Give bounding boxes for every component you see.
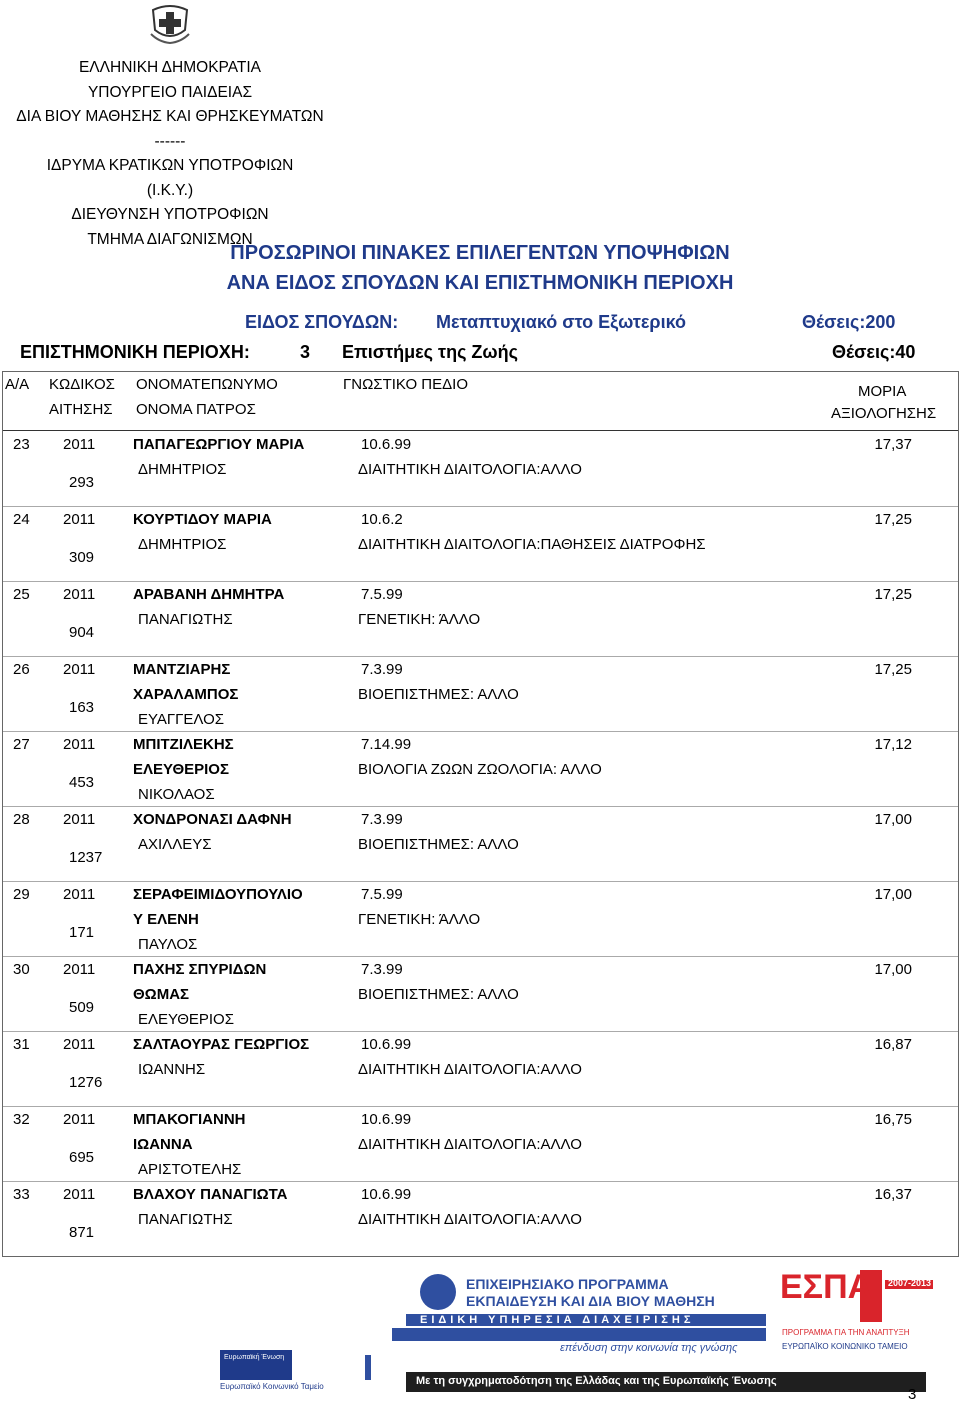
header-line: ΤΜΗΜΑ ΔΙΑΓΩΝΙΣΜΩΝ (87, 230, 253, 248)
row-field-name: ΔΙΑΙΤΗΤΙΚΗ ΔΙΑΙΤΟΛΟΓΙΑ:ΠΑΘΗΣΕΙΣ ΔΙΑΤΡΟΦΗΣ (358, 536, 706, 553)
row-aa: 23 (13, 436, 30, 453)
row-aa: 29 (13, 886, 30, 903)
table-row (3, 807, 958, 882)
espa-logo: ΕΣΠΑ (780, 1268, 873, 1306)
row-score: 16,37 (874, 1186, 912, 1203)
row-father: ΑΡΙΣΤΟΤΕΛΗΣ (138, 1161, 242, 1178)
row-name: ΙΩΑΝΝΑ (133, 1136, 193, 1153)
row-name: ΑΡΑΒΑΝΗ ΔΗΜΗΤΡΑ (133, 586, 285, 603)
row-field-code: 7.5.99 (361, 886, 403, 903)
row-code: 171 (69, 924, 95, 941)
col-father: ΟΝΟΜΑ ΠΑΤΡΟΣ (136, 401, 256, 418)
banner-line3: ΕΙΔΙΚΗ ΥΠΗΡΕΣΙΑ ΔΙΑΧΕΙΡΙΣΗΣ (420, 1314, 695, 1326)
row-year: 2011 (63, 736, 96, 753)
row-field-name: ΔΙΑΙΤΗΤΙΚΗ ΔΙΑΙΤΟΛΟΓΙΑ:ΑΛΛΟ (358, 1136, 582, 1153)
table-row (3, 882, 958, 957)
table-row (3, 957, 958, 1032)
row-field-code: 10.6.99 (361, 1111, 412, 1128)
row-field-code: 7.5.99 (361, 586, 403, 603)
row-year: 2011 (63, 961, 96, 978)
row-field-name: ΔΙΑΙΤΗΤΙΚΗ ΔΙΑΙΤΟΛΟΓΙΑ:ΑΛΛΟ (358, 461, 582, 478)
banner-line1: ΕΠΙΧΕΙΡΗΣΙΑΚΟ ΠΡΟΓΡΑΜΜΑ (466, 1276, 669, 1292)
espa-years: 2007-2013 (888, 1278, 932, 1288)
row-year: 2011 (63, 886, 96, 903)
row-year: 2011 (63, 1111, 96, 1128)
row-father: ΕΥΑΓΓΕΛΟΣ (138, 711, 225, 728)
eu-label: Ευρωπαϊκή Ένωση (224, 1354, 285, 1361)
row-field-name: ΒΙΟΕΠΙΣΤΗΜΕΣ: ΑΛΛΟ (358, 686, 519, 703)
row-father: ΙΩΑΝΝΗΣ (138, 1061, 206, 1078)
row-year: 2011 (63, 811, 96, 828)
row-name: ΜΠΙΤΖΙΛΕΚΗΣ (133, 736, 234, 753)
row-father: ΝΙΚΟΛΑΟΣ (138, 786, 215, 803)
table-row (3, 732, 958, 807)
header-line: ΔΙΕΥΘΥΝΣΗ ΥΠΟΤΡΟΦΙΩΝ (71, 206, 269, 223)
col-code-2: ΑΙΤΗΣΗΣ (49, 401, 113, 418)
row-name: ΧΟΝΔΡΟΝΑΣΙ ΔΑΦΝΗ (133, 811, 292, 828)
row-code: 1237 (69, 849, 103, 866)
header-line: ------ (154, 132, 186, 150)
header-line: ΥΠΟΥΡΓΕΙΟ ΠΑΙΔΕΙΑΣ (87, 83, 253, 101)
row-aa: 30 (13, 961, 30, 978)
row-aa: 25 (13, 586, 30, 603)
area-positions: Θέσεις:40 (832, 342, 916, 362)
row-field-code: 7.3.99 (361, 661, 403, 678)
study-type-value: Μεταπτυχιακό στο Εξωτερικό (436, 312, 687, 332)
row-name: ΠΑΠΑΓΕΩΡΓΙΟΥ ΜΑΡΙΑ (133, 436, 305, 453)
row-father: ΑΧΙΛΛΕΥΣ (138, 836, 212, 853)
table-row (3, 507, 958, 582)
row-name: ΒΛΑΧΟΥ ΠΑΝΑΓΙΩΤΑ (133, 1186, 288, 1203)
row-score: 17,25 (874, 511, 912, 528)
row-aa: 32 (13, 1111, 30, 1128)
header-line: (Ι.Κ.Υ.) (146, 181, 194, 199)
header-line: ΙΔΡΥΜΑ ΚΡΑΤΙΚΩΝ ΥΠΟΤΡΟΦΙΩΝ (46, 157, 294, 174)
page-subtitle: ΑΝΑ ΕΙΔΟΣ ΣΠΟΥΔΩΝ ΚΑΙ ΕΠΙΣΤΗΜΟΝΙΚΗ ΠΕΡΙΟΧΗ (226, 272, 734, 294)
page-title: ΠΡΟΣΩΡΙΝΟΙ ΠΙΝΑΚΕΣ ΕΠΙΛΕΓΕΝΤΩΝ ΥΠΟΨΗΦΙΩΝ (230, 242, 730, 264)
table-row (3, 657, 958, 732)
row-field-name: ΓΕΝΕΤΙΚΗ: ΆΛΛΟ (358, 611, 481, 628)
col-aa: Α/Α (5, 376, 30, 393)
row-father: ΔΗΜΗΤΡΙΟΣ (138, 536, 227, 553)
row-field-code: 10.6.99 (361, 1186, 412, 1203)
row-name: Υ ΕΛΕΝΗ (133, 911, 199, 928)
espa-sub2: ΕΥΡΩΠΑΪΚΟ ΚΟΙΝΩΝΙΚΟ ΤΑΜΕΙΟ (782, 1342, 908, 1351)
row-field-name: ΔΙΑΙΤΗΤΙΚΗ ΔΙΑΙΤΟΛΟΓΙΑ:ΑΛΛΟ (358, 1061, 582, 1078)
slogan: επένδυση στην κοινωνία της γνώσης (560, 1342, 738, 1354)
row-aa: 27 (13, 736, 30, 753)
row-code: 871 (69, 1224, 95, 1241)
row-father: ΔΗΜΗΤΡΙΟΣ (138, 461, 227, 478)
row-name: ΚΟΥΡΤΙΔΟΥ ΜΑΡΙΑ (133, 511, 272, 528)
row-field-name: ΒΙΟΕΠΙΣΤΗΜΕΣ: ΑΛΛΟ (358, 986, 519, 1003)
area-number: 3 (300, 342, 311, 362)
row-field-code: 10.6.2 (361, 511, 403, 528)
row-father: ΠΑΝΑΓΙΩΤΗΣ (138, 611, 233, 628)
col-name: ΟΝΟΜΑΤΕΠΩΝΥΜΟ (136, 376, 278, 393)
row-code: 293 (69, 474, 95, 491)
row-field-name: ΓΕΝΕΤΙΚΗ: ΆΛΛΟ (358, 911, 481, 928)
row-code: 509 (69, 999, 95, 1016)
row-score: 16,75 (874, 1111, 912, 1128)
table-row (3, 1182, 958, 1257)
row-father: ΠΑΝΑΓΙΩΤΗΣ (138, 1211, 233, 1228)
greek-emblem-icon (147, 0, 193, 44)
row-name: ΣΑΛΤΑΟΥΡΑΣ ΓΕΩΡΓΙΟΣ (133, 1036, 310, 1053)
row-name: ΘΩΜΑΣ (133, 986, 190, 1003)
row-field-code: 7.14.99 (361, 736, 412, 753)
row-aa: 26 (13, 661, 30, 678)
row-name: ΕΛΕΥΘΕΡΙΟΣ (133, 761, 229, 778)
row-field-code: 10.6.99 (361, 436, 412, 453)
row-name: ΧΑΡΑΛΑΜΠΟΣ (133, 686, 239, 703)
row-aa: 24 (13, 511, 30, 528)
row-name: ΠΑΧΗΣ ΣΠΥΡΙΔΩΝ (133, 961, 267, 978)
area-value: Επιστήμες της Ζωής (342, 342, 518, 362)
row-name: ΜΑΝΤΖΙΑΡΗΣ (133, 661, 231, 678)
header-line: ΕΛΛΗΝΙΚΗ ΔΗΜΟΚΡΑΤΙΑ (78, 59, 262, 76)
row-year: 2011 (63, 586, 96, 603)
row-score: 17,37 (874, 436, 912, 453)
espa-sub: ΠΡΟΓΡΑΜΜΑ ΓΙΑ ΤΗΝ ΑΝΑΠΤΥΞΗ (782, 1328, 910, 1337)
row-code: 163 (69, 699, 95, 716)
row-score: 17,25 (874, 661, 912, 678)
row-year: 2011 (63, 1036, 96, 1053)
row-field-code: 7.3.99 (361, 811, 403, 828)
col-score: ΜΟΡΙΑ (858, 383, 907, 400)
row-year: 2011 (63, 1186, 96, 1203)
row-field-code: 7.3.99 (361, 961, 403, 978)
row-year: 2011 (63, 511, 96, 528)
row-code: 453 (69, 774, 95, 791)
row-score: 17,00 (874, 961, 912, 978)
cofund-text: Με τη συγχρηματοδότηση της Ελλάδας και της Ευρωπαϊκής Ένωσης (416, 1375, 777, 1387)
row-score: 17,12 (874, 736, 912, 753)
row-code: 309 (69, 549, 95, 566)
row-year: 2011 (63, 661, 96, 678)
row-field-name: ΒΙΟΕΠΙΣΤΗΜΕΣ: ΑΛΛΟ (358, 836, 519, 853)
col-code: ΚΩΔΙΚΟΣ (49, 376, 115, 393)
row-aa: 31 (13, 1036, 30, 1053)
col-field: ΓΝΩΣΤΙΚΟ ΠΕΔΙΟ (343, 376, 468, 393)
results-table (2, 371, 959, 1257)
row-year: 2011 (63, 436, 96, 453)
row-score: 16,87 (874, 1036, 912, 1053)
col-score-2: ΑΞΙΟΛΟΓΗΣΗΣ (831, 405, 937, 422)
study-positions: Θέσεις:200 (802, 312, 896, 332)
row-code: 904 (69, 624, 95, 641)
row-field-name: ΒΙΟΛΟΓΙΑ ΖΩΩΝ ΖΩΟΛΟΓΙΑ: ΑΛΛΟ (358, 761, 602, 778)
row-score: 17,00 (874, 886, 912, 903)
header-line: ΔΙΑ ΒΙΟΥ ΜΑΘΗΣΗΣ ΚΑΙ ΘΡΗΣΚΕΥΜΑΤΩΝ (16, 108, 324, 125)
row-name: ΜΠΑΚΟΓΙΑΝΝΗ (133, 1111, 246, 1128)
footer-banner (220, 1270, 940, 1395)
row-score: 17,25 (874, 586, 912, 603)
row-code: 695 (69, 1149, 95, 1166)
row-father: ΠΑΥΛΟΣ (138, 936, 198, 953)
page-number: 3 (908, 1386, 917, 1403)
row-name: ΣΕΡΑΦΕΙΜΙΔΟΥΠΟΥΛΙΟ (133, 886, 303, 903)
area-label: ΕΠΙΣΤΗΜΟΝΙΚΗ ΠΕΡΙΟΧΗ: (20, 342, 250, 362)
row-field-name: ΔΙΑΙΤΗΤΙΚΗ ΔΙΑΙΤΟΛΟΓΙΑ:ΑΛΛΟ (358, 1211, 582, 1228)
row-field-code: 10.6.99 (361, 1036, 412, 1053)
row-aa: 33 (13, 1186, 30, 1203)
table-row (3, 1032, 958, 1107)
row-aa: 28 (13, 811, 30, 828)
table-row (3, 582, 958, 657)
row-code: 1276 (69, 1074, 103, 1091)
header-divider (3, 430, 958, 431)
eu-sub: Ευρωπαϊκό Κοινωνικό Ταμείο (220, 1382, 324, 1391)
table-row (3, 432, 958, 507)
banner-line2: ΕΚΠΑΙΔΕΥΣΗ ΚΑΙ ΔΙΑ ΒΙΟΥ ΜΑΘΗΣΗ (466, 1293, 715, 1309)
row-score: 17,00 (874, 811, 912, 828)
table-row (3, 1107, 958, 1182)
study-type-label: ΕΙΔΟΣ ΣΠΟΥΔΩΝ: (245, 312, 399, 332)
row-father: ΕΛΕΥΘΕΡΙΟΣ (138, 1011, 234, 1028)
